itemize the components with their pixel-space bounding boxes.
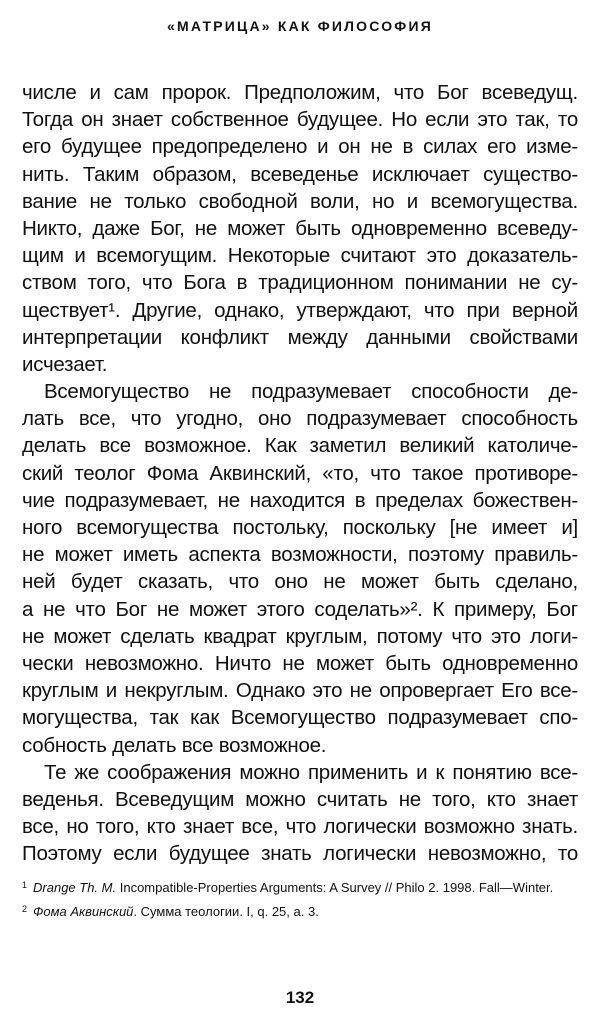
text-line: а не что Бог не может этого соделать»². К примеру, Бог bbox=[22, 597, 578, 621]
text-line: Никто, даже Бог, не может быть одновременно всеведу- bbox=[22, 216, 578, 240]
footnote-author: Фома Аквинский bbox=[33, 903, 134, 919]
paragraph bbox=[22, 759, 578, 868]
text-line: чие подразумевает, не находится в пределах божествен- bbox=[22, 488, 578, 512]
text-line: его будущее предопределено и он не в силах его изме- bbox=[22, 135, 578, 159]
page-number: 132 bbox=[285, 988, 315, 1007]
text-line: Поэтому если будущее знать логически невозможно, то bbox=[22, 842, 578, 866]
footnote-2 bbox=[22, 899, 578, 923]
text-line: Всемогущество не подразумевает способности де- bbox=[44, 380, 578, 404]
text-line: ством того, что Бога в традиционном понимании не су- bbox=[22, 271, 578, 295]
text-line: исчезает. bbox=[22, 352, 108, 376]
footnote-1 bbox=[22, 875, 578, 899]
text-line: чески невозможно. Ничто не может быть одновременно bbox=[22, 651, 578, 675]
text-line: ного всемогущества постольку, поскольку [не имеет и] bbox=[22, 516, 578, 539]
text-line: не может сделать квадрат круглым, потому что это логи- bbox=[22, 624, 578, 648]
text-line: щим и всемогущим. Некоторые считают это доказатель- bbox=[22, 244, 578, 268]
text-line: все, но того, кто знает все, что логически возможно знать. bbox=[22, 815, 578, 839]
body-text bbox=[22, 79, 578, 867]
text-line: Те же соображения можно применить и к понятию все- bbox=[44, 760, 578, 784]
text-line: лать все, что угодно, оно подразумевает способность bbox=[22, 407, 578, 431]
running-header: «МАТРИЦА» КАК ФИЛОСОФИЯ bbox=[167, 18, 433, 34]
paragraph bbox=[22, 79, 578, 378]
footnote-text: . Сумма теологии. I, q. 25, a. 3. bbox=[133, 903, 319, 919]
text-line: нить. Таким образом, всеведенье исключает существо- bbox=[22, 162, 578, 186]
text-line: интерпретации конфликт между данными свойствами bbox=[22, 325, 578, 349]
text-line: Тогда он знает собственное будущее. Но если это так, то bbox=[22, 108, 578, 132]
text-line: не может иметь аспекта возможности, поэтому правиль- bbox=[22, 543, 578, 567]
footnote-author: Drange Th. M. bbox=[33, 880, 117, 895]
footnote-mark: 1 bbox=[22, 880, 28, 890]
text-line: делать все возможное. Как заметил великий католиче- bbox=[22, 434, 578, 458]
text-line: ществует¹. Другие, однако, утверждают, что при верной bbox=[22, 298, 578, 322]
footnote-mark: 2 bbox=[22, 903, 28, 914]
text-line: веденья. Всеведущим можно считать не того, кто знает bbox=[22, 787, 578, 811]
text-line: ней будет сказать, что оно не может быть сделано, bbox=[22, 570, 578, 594]
text-line: ский теолог Фома Аквинский, «то, что такое противоре- bbox=[22, 461, 578, 485]
text-line: круглым и некруглым. Однако это не опровергает Его все- bbox=[22, 679, 578, 703]
footnote-text: Incompatible-Properties Arguments: A Survey // Philo 2. 1998. Fall—Winter. bbox=[116, 880, 554, 895]
text-line: числе и сам пророк. Предположим, что Бог всеведущ. bbox=[22, 81, 578, 104]
text-line: могущества, так как Всемогущество подразумевает спо- bbox=[22, 706, 578, 730]
text-line: вание не только свободной воли, но и всемогущества. bbox=[22, 189, 578, 213]
paragraph bbox=[22, 378, 578, 759]
footnotes bbox=[22, 875, 578, 922]
text-line: собность делать все возможное. bbox=[22, 733, 327, 757]
